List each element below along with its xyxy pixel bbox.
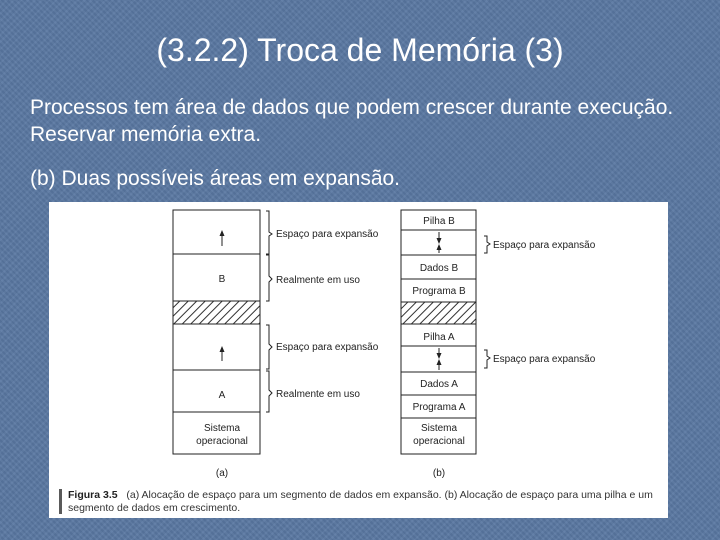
brace-icon: [484, 236, 490, 368]
caption-label: Figura 3.5: [68, 489, 118, 501]
caption-text: (a) Alocação de espaço para um segmento de dados em expansão. (b) Alocação de espaço para uma pilha e um segmento de dados em crescimento.: [68, 489, 653, 514]
segment-label-os-line2: operacional: [413, 436, 465, 447]
annotation-expansion-space: Espaço para expansão: [493, 240, 596, 251]
annotation-actually-used: Realmente em uso: [276, 389, 360, 400]
segment-label-b: B: [218, 274, 226, 285]
slide-title: (3.2.2) Troca de Memória (3): [156, 32, 564, 68]
segment-label-data-b: Dados B: [419, 263, 459, 274]
segment-label-stack-b: Pilha B: [423, 216, 455, 227]
annotation-expansion-space: Espaço para expansão: [276, 342, 379, 353]
diagram-a-label: (a): [215, 468, 229, 479]
segment-label-os-line1: Sistema: [203, 423, 241, 434]
segment-label-program-b: Programa B: [412, 286, 466, 297]
brace-icon: [266, 211, 272, 412]
annotation-actually-used: Realmente em uso: [276, 275, 360, 286]
diagram-b-hatched-gap: [401, 302, 476, 324]
diagram-a: [173, 210, 379, 479]
annotation-expansion-space: Espaço para expansão: [276, 229, 379, 240]
memory-diagrams: [49, 202, 668, 487]
segment-label-os-line1: Sistema: [420, 423, 458, 434]
segment-label-stack-a: Pilha A: [423, 332, 455, 343]
segment-label-a: A: [218, 390, 226, 401]
diagram-b-label: (b): [432, 468, 446, 479]
segment-label-data-a: Dados A: [420, 379, 458, 390]
figure-caption: [68, 489, 664, 515]
paragraph-processes: Processos tem área de dados que podem crescer durante execução. Reservar memória extra.: [30, 96, 674, 146]
annotation-expansion-space: Espaço para expansão: [493, 354, 596, 365]
diagram-a-outline: [173, 210, 260, 454]
caption-marker: [59, 489, 62, 514]
diagram-b: [401, 210, 596, 479]
diagram-a-hatched-gap: [173, 301, 260, 324]
segment-label-program-a: Programa A: [412, 402, 466, 413]
memory-allocation-figure: [49, 202, 668, 518]
segment-label-os-line2: operacional: [196, 436, 248, 447]
paragraph-expansion-areas: (b) Duas possíveis áreas em expansão.: [30, 167, 401, 190]
